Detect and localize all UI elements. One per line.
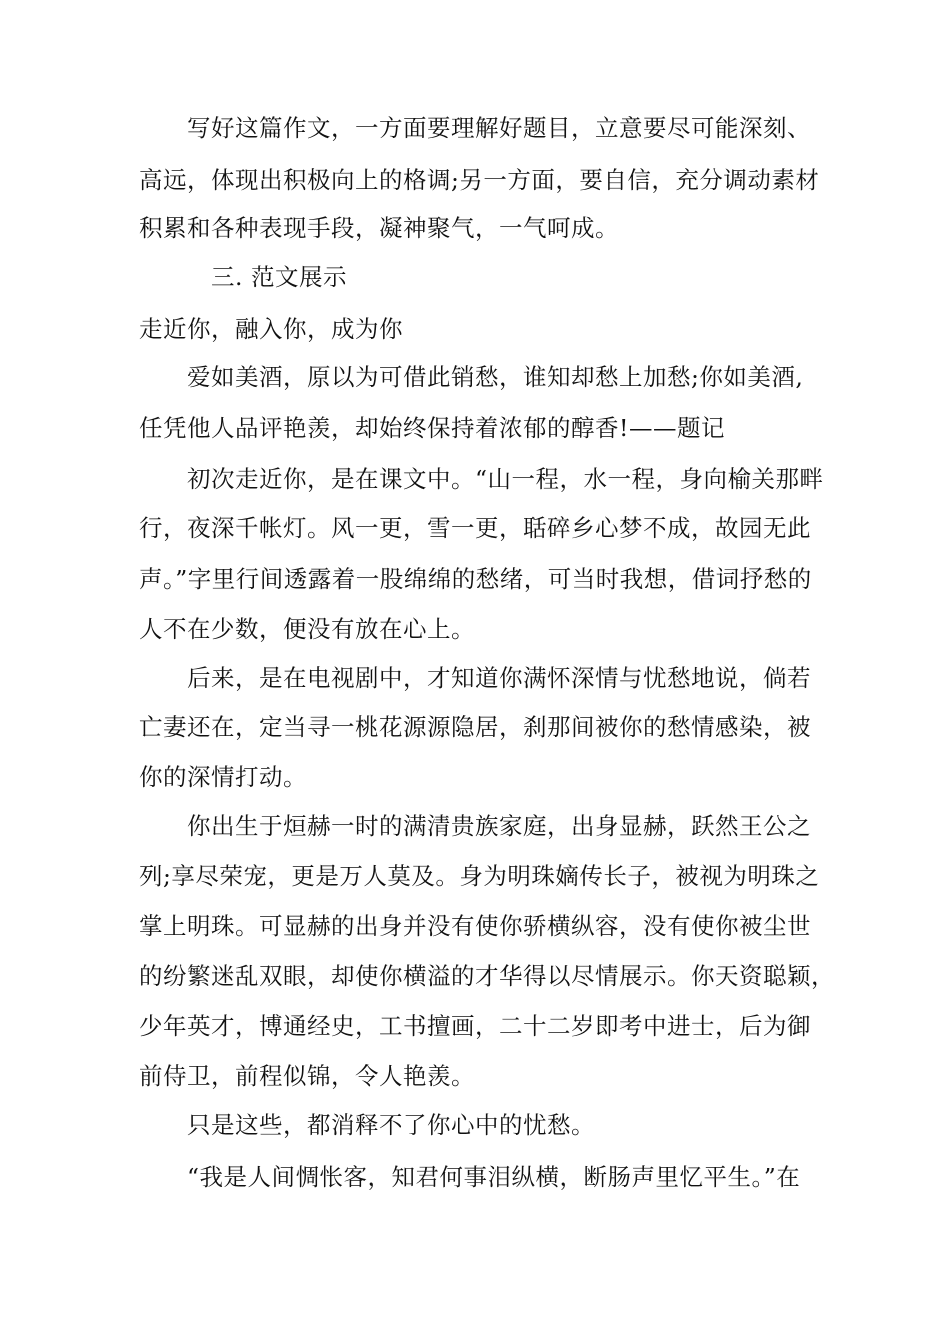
paragraph-line: 人不在少数，便没有放在心上。 — [139, 615, 475, 643]
paragraph-line: 积累和各种表现手段，凝神聚气，一气呵成。 — [139, 214, 619, 242]
paragraph-line: 列;享尽荣宠，更是万人莫及。身为明珠嫡传长子，被视为明珠之 — [139, 862, 820, 890]
paragraph-line: 爱如美酒，原以为可借此销愁，谁知却愁上加愁;你如美酒, — [139, 363, 804, 391]
paragraph-line: 前侍卫，前程似锦，令人艳羡。 — [139, 1062, 475, 1090]
paragraph-line: 后来，是在电视剧中，才知道你满怀深情与忧愁地说，倘若 — [139, 664, 811, 692]
paragraph-line: 掌上明珠。可显赫的出身并没有使你骄横纵容，没有使你被尘世 — [139, 912, 811, 940]
paragraph-line: 声。”字里行间透露着一股绵绵的愁绪，可当时我想，借词抒愁的 — [139, 565, 812, 593]
paragraph-line: 初次走近你，是在课文中。“山一程，水一程，身向榆关那畔 — [139, 465, 824, 493]
paragraph-line: 行，夜深千帐灯。风一更，雪一更，聒碎乡心梦不成，故园无此 — [139, 514, 811, 542]
paragraph-line: 任凭他人品评艳羡，却始终保持着浓郁的醇香!——题记 — [139, 414, 725, 442]
paragraph-line: 亡妻还在，定当寻一桃花源源隐居，刹那间被你的愁情感染，被 — [139, 713, 811, 741]
paragraph-line: 你的深情打动。 — [139, 763, 307, 791]
paragraph-line: “我是人间惆怅客，知君何事泪纵横，断肠声里忆平生。”在 — [139, 1163, 801, 1191]
paragraph-line: 只是这些，都消释不了你心中的忧愁。 — [139, 1111, 595, 1139]
paragraph-line: 高远，体现出积极向上的格调;另一方面，要自信，充分调动素材 — [139, 166, 820, 194]
paragraph-line: 写好这篇作文，一方面要理解好题目，立意要尽可能深刻、 — [139, 114, 811, 142]
essay-title: 走近你，融入你，成为你 — [139, 315, 403, 343]
paragraph-line: 你出生于烜赫一时的满清贵族家庭，出身显赫，跃然王公之 — [139, 812, 811, 840]
section-heading: 三. 范文展示 — [139, 263, 347, 291]
paragraph-line: 的纷繁迷乱双眼，却使你横溢的才华得以尽情展示。你天资聪颖， — [139, 962, 835, 990]
paragraph-line: 少年英才，博通经史，工书擅画，二十二岁即考中进士，后为御 — [139, 1012, 811, 1040]
